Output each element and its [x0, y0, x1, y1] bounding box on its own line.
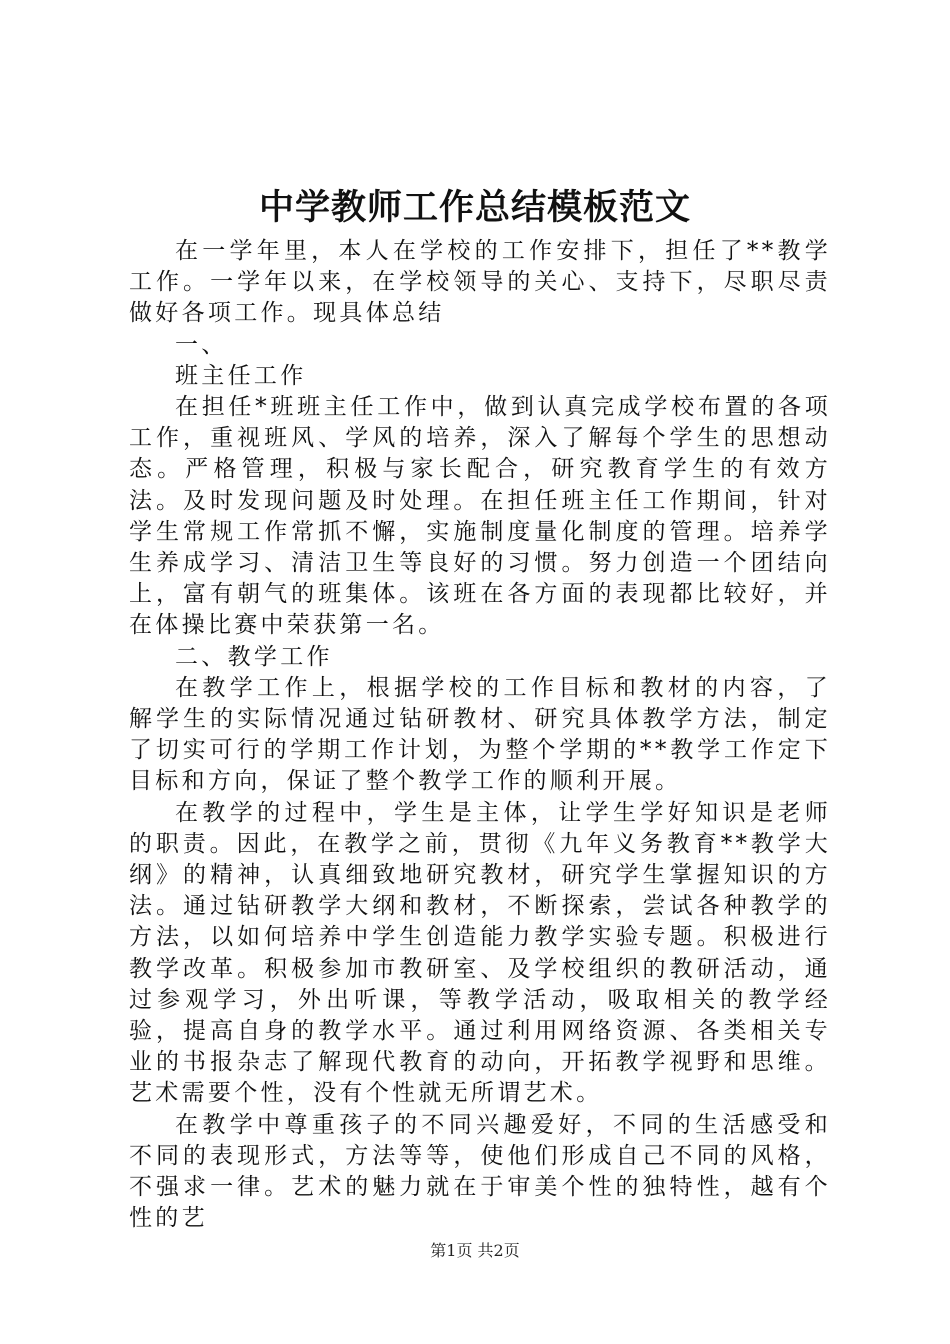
paragraph-teaching-process: 在教学的过程中，学生是主体，让学生学好知识是老师的职责。因此，在教学之前，贯彻《九年义务教育**教学大纲》的精神，认真细致地研究教材，研究学生掌握知识的方法。通过钻研教学大纲和教材，不断探索，尝试各种教学的方法，以如何培养中学生创造能力教学实验专题。积极进行教学改革。积极参加市教研室、及学校组织的教研活动，通过参观学习，外出听课，等教学活动，吸取相关的教学经验，提高自身的教学水平。通过利用网络资源、各类相关专业的书报杂志了解现代教育的动向，开拓教学视野和思维。艺术需要个性，没有个性就无所谓艺术。 — [129, 799, 831, 1107]
document-body — [129, 236, 831, 1235]
page-number-footer: 第1页 共2页 — [430, 1241, 520, 1260]
paragraph-teaching-plan: 在教学工作上，根据学校的工作目标和教材的内容，了解学生的实际情况通过钻研教材、研究具体教学方法，制定了切实可行的学期工作计划，为整个学期的**教学工作定下目标和方向，保证了整个教学工作的顺利开展。 — [129, 674, 831, 795]
document-title: 中学教师工作总结模板范文 — [258, 187, 691, 228]
paragraph-class-teacher-work: 在担任*班班主任工作中，做到认真完成学校布置的各项工作，重视班风、学风的培养，深入了解每个学生的思想动态。严格管理，积极与家长配合，研究教育学生的有效方法。及时发现问题及时处理。在担任班主任工作期间，针对学生常规工作常抓不懈，实施制度量化制度的管理。培养学生养成学习、清洁卫生等良好的习惯。努力创造一个团结向上，富有朝气的班集体。该班在各方面的表现都比较好，并在体操比赛中荣获第一名。 — [129, 394, 831, 639]
paragraph-intro: 在一学年里，本人在学校的工作安排下，担任了**教学工作。一学年以来，在学校领导的关心、支持下，尽职尽责做好各项工作。现具体总结 — [129, 238, 831, 327]
section-heading-class-teacher: 班主任工作 — [175, 362, 307, 389]
paragraph-teaching-individuality: 在教学中尊重孩子的不同兴趣爱好，不同的生活感受和不同的表现形式，方法等等，使他们形成自己不同的风格，不强求一律。艺术的魅力就在于审美个性的独特性，越有个性的艺 — [129, 1111, 831, 1232]
section-heading-one: 一、 — [175, 331, 228, 358]
section-heading-teaching: 二、教学工作 — [175, 643, 333, 670]
